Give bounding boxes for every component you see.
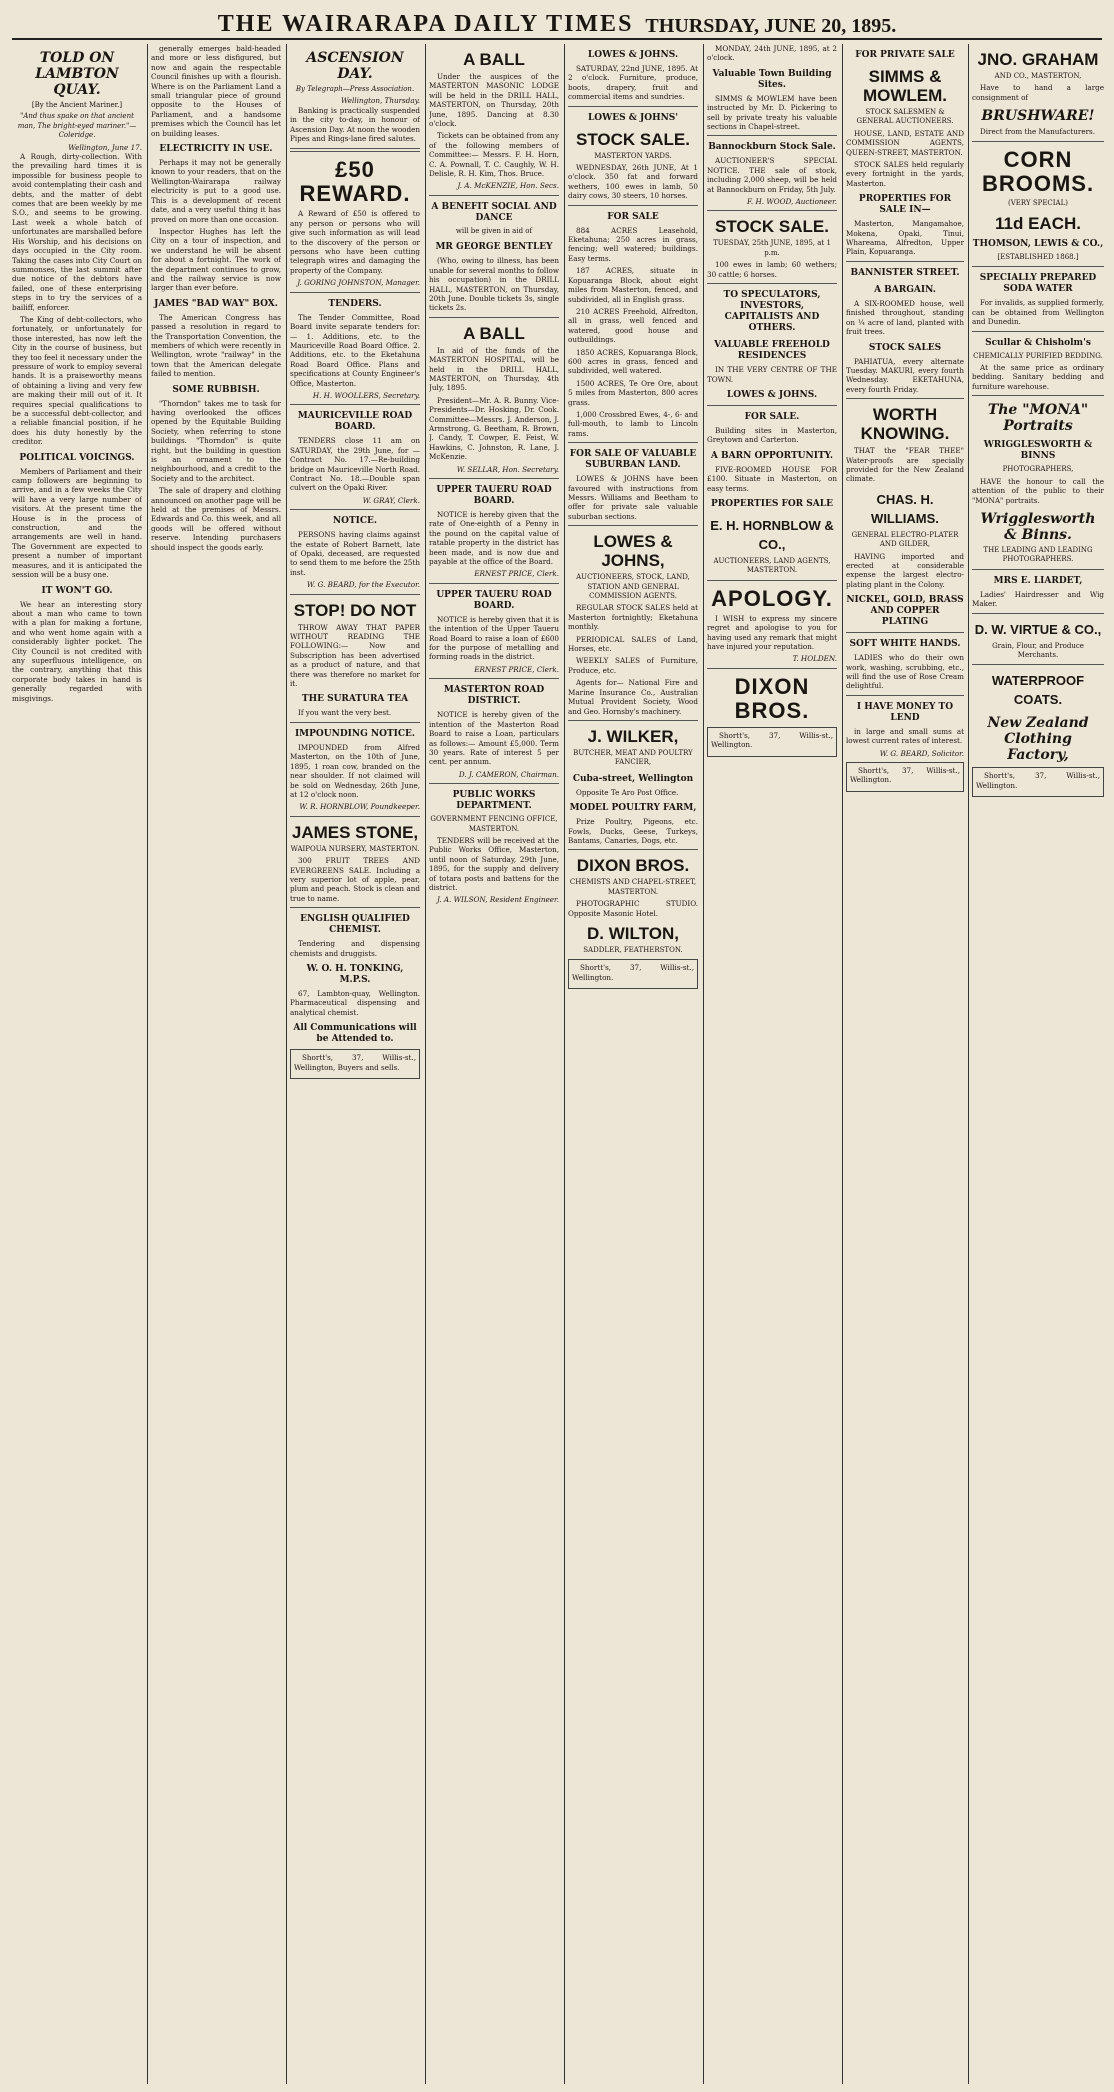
divider — [972, 331, 1104, 332]
ad-signature: J. A. McKENZIE, Hon. Secs. — [457, 181, 559, 191]
ad-subheading: Grain, Flour, and Produce Merchants. — [992, 641, 1084, 659]
dateline: Wellington, Thursday. — [340, 96, 420, 106]
newspaper-title: THE WAIRARAPA DAILY TIMES — [217, 11, 634, 37]
article-paragraph: We hear an interesting story about a man who came to town with a plan for making a fortune, and who went home again with a considerably lighter pocket. The City Council is not credited with any superfluous intelligence, on the contrary, anything that this corporate body takes in hand is generally regarded with misgivings. — [12, 599, 142, 703]
ad-text: TENDERS will be received at the Public Works Office, Masterton, until noon of Saturday, 29th June, 1895, for the supply and delivery of totara posts and battens for the district. — [429, 835, 559, 892]
article-paragraph: Perhaps it may not be generally known to your readers, that on the Wellington-Wairarapa railway electricity is put to a good use. This is a development of recent date, and a very useful thing it has proved on more than one occasion. — [151, 158, 281, 224]
ad-subheading: [ESTABLISHED 1868.] — [997, 253, 1079, 262]
dateline: Wellington, June 17. — [68, 142, 142, 152]
ad-subheading: THE LEADING AND LEADING PHOTOGRAPHERS. — [983, 545, 1093, 564]
ad-heading: 11d EACH. — [995, 214, 1081, 234]
ad-heading: WORTH KNOWING. — [860, 405, 950, 444]
ad-signature: J. A. WILSON, Resident Engineer. — [436, 895, 559, 905]
column-rule — [147, 44, 148, 2084]
divider — [846, 398, 964, 399]
section-heading: JAMES "BAD WAY" BOX. — [154, 298, 278, 309]
divider — [290, 292, 420, 293]
ad-signature: W. R. HORNBLOW, Poundkeeper. — [299, 802, 420, 812]
divider — [290, 509, 420, 510]
ad-heading: All Communications will be Attended to. — [293, 1023, 417, 1045]
column-rule — [286, 44, 287, 2084]
ad-text: I WISH to express my sincere regret and apologise to you for having used any remark that might have injured your reputation. — [707, 613, 837, 651]
divider — [707, 580, 837, 581]
article-paragraph: The King of debt-collectors, who fortunately, or unfortunately for those interested, has now left the City in the course of business, but they too feel it necessary under the pressure of work to employ several hands. It is a praiseworthy means of obtaining a living and very few are making their mill out of it. It requires special qualifications to be a successful debt-collector, and a reliable financial position, if he does his duty honestly by the creditor. — [12, 314, 142, 447]
ad-heading: ASCENSION DAY. — [306, 50, 404, 82]
ad-text: For invalids, as supplied formerly, can be obtained from Wellington and Dunedin. — [972, 298, 1104, 327]
ad-subheading: CHEMICALLY PURIFIED BEDDING. — [973, 351, 1103, 360]
ad-heading: Cuba-street, Wellington — [572, 773, 694, 784]
ad-heading: DIXON BROS. — [576, 856, 690, 876]
ad-signature: T. HOLDEN. — [792, 654, 837, 664]
ad-heading: THE SURATURA TEA — [301, 694, 409, 705]
divider — [972, 569, 1104, 570]
ad-subheading: STOCK SALESMEN & GENERAL AUCTIONEERS. — [856, 108, 954, 126]
masthead — [12, 6, 1102, 40]
column-7 — [846, 44, 964, 2084]
ad-heading: LOWES & JOHNS. — [726, 389, 818, 400]
ad-heading: New Zealand Clothing Factory, — [987, 715, 1089, 764]
ad-text: THROW AWAY THAT PAPER WITHOUT READING THE FOLLOWING:— Now and Subscription has been advertised as a product of nature, and that there was therefore no market for it. — [290, 622, 420, 689]
ad-subheading: WAIPOUA NURSERY, MASTERTON. — [290, 844, 420, 853]
column-6 — [707, 44, 837, 2084]
ad-heading: MRS E. LIARDET, — [993, 575, 1083, 586]
ad-heading: STOCK SALE. — [715, 217, 829, 237]
ad-subheading: will be given in aid of — [455, 226, 533, 235]
ad-heading: STOP! DO NOT — [293, 600, 417, 620]
ad-text: PERSONS having claims against the estate of Robert Barnett, late of Opaki, deceased, are requested to send them to me before the 25th inst. — [290, 530, 420, 577]
article-paragraph: Members of Parliament and their camp followers are beginning to arrive, and in a few weeks the City will have a very large number of visitors. At the present time the House is in the process of construction, and the arrangements are well in hand. The Government are expected to present a number of important measures, and it is anticipated the session will be a busy one. — [12, 466, 142, 580]
divider — [290, 816, 420, 817]
divider — [290, 722, 420, 723]
ad-heading: A BARGAIN. — [874, 284, 936, 295]
section-heading: ELECTRICITY IN USE. — [159, 144, 273, 155]
ad-text: Ladies' Hairdresser and Wig Maker. — [972, 589, 1104, 609]
ad-text: In aid of the funds of the MASTERTON HOSPITAL, will be held in the DRILL HALL, MASTERTON, on Thursday, 4th July, 1895. — [429, 345, 559, 393]
ad-heading: VALUABLE FREEHOLD RESIDENCES — [714, 340, 830, 362]
ad-signature: W. G. BEARD, Solicitor. — [879, 748, 964, 758]
ad-text: AUCTIONEER'S SPECIAL NOTICE. THE sale of stock, including 2,000 sheep, will be held at Bannockburn on Friday, 5th July. — [707, 156, 837, 194]
ad-text: Shortt's, 37, Willis-st., Wellington. — [711, 730, 833, 750]
ad-heading: NICKEL, GOLD, BRASS AND COPPER PLATING — [846, 595, 964, 628]
ad-text: FIVE-ROOMED HOUSE FOR £100. Situate in Masterton, on easy terms. — [707, 464, 837, 493]
ad-text: HAVE the honour to call the attention of the public to their "MONA" portraits. — [972, 476, 1104, 505]
ad-text: HOUSE, LAND, ESTATE AND COMMISSION AGENTS, QUEEN-STREET, MASTERTON. — [846, 128, 964, 157]
article-paragraph: The American Congress has passed a resolution in regard to the Transportation Convention, the members of which were recently in Wellington, wrote "railway" in the town that the American delegate failed to mention. — [151, 312, 281, 379]
ad-subheading: CHEMISTS AND CHAPEL-STREET, MASTERTON. — [569, 878, 697, 896]
ad-heading: PROPERTIES FOR SALE IN— — [858, 194, 952, 216]
ad-text: HAVING imported and erected at considerable expense the largest electro-plating plant in the Colony. — [846, 551, 964, 589]
ad-text: 1500 ACRES, Te Ore Ore, about 5 miles from Masterton, 800 acres grass. — [568, 378, 698, 407]
section-heading: POLITICAL VOICINGS. — [19, 452, 135, 463]
ad-heading: UPPER TAUERU ROAD BOARD. — [436, 589, 552, 611]
column-4 — [429, 44, 559, 2084]
article-paragraph: generally emerges bald-headed and more or less disfigured, but now and again the respectable Council finishes up with a flourish. Where is on the Parliament Land a small triangular piece of ground opposite to the Houses of Parliament, and a handsome premises which the Council has let on building leases. — [151, 44, 281, 138]
ad-text: Shortt's, 37, Willis-st., Wellington, Buyers and sells. — [294, 1053, 416, 1072]
article-paragraph: Inspector Hughes has left the City on a tour of inspection, and we understand he will be absent for about a fortnight. The work of the department continues to grow, and the railway service is now larger than ever before. — [151, 226, 281, 293]
ad-text: NOTICE is hereby given that the rate of One-eighth of a Penny in the pound on the capital value of ratable property in the district has been made, and is now due and payable at the office of the Board. — [429, 510, 559, 567]
ad-text: SIMMS & MOWLEM have been instructed by Mr. D. Pickering to sell by private treaty his valuable sections in Chapel-street. — [707, 93, 837, 132]
ad-signature: ERNEST PRICE, Clerk. — [474, 664, 559, 674]
ad-text: Shortt's, 37, Willis-st., Wellington. — [850, 766, 960, 785]
ad-heading: £50 REWARD. — [299, 157, 411, 207]
ad-heading: ENGLISH QUALIFIED CHEMIST. — [300, 914, 410, 936]
ad-heading: J. WILKER, — [587, 726, 679, 746]
ad-text: PHOTOGRAPHIC STUDIO. Opposite Masonic Hotel. — [568, 899, 698, 918]
column-rule — [425, 44, 426, 2084]
ad-subheading: SADDLER, FEATHERSTON. — [583, 945, 683, 954]
ad-text: Agents for— National Fire and Marine Insurance Co., Australian Mutual Provident Society, Wood and Geo. Hornsby's machinery. — [568, 678, 698, 716]
ad-text: President—Mr. A. R. Bunny. Vice-Presidents—Dr. Hosking, Dr. Cook. Committee—Messrs. J. Anderson, J. Armstrong, G. Beetham, R. Brown, J. Candy, T. Cowper, E. Feist, W. Hawkins, C. Johnston, R. Lane, J. McKenzie. — [429, 395, 559, 462]
ad-heading: PUBLIC WORKS DEPARTMENT. — [452, 790, 536, 812]
ad-heading: Wrigglesworth & Binns. — [980, 510, 1096, 543]
ad-heading: STOCK SALE. — [576, 129, 690, 149]
ad-heading: CHAS. H. WILLIAMS. — [871, 491, 939, 526]
divider — [972, 266, 1104, 267]
section-heading: IT WON'T GO. — [41, 585, 113, 596]
ad-text: REGULAR STOCK SALES held at Masterton fortnightly; Eketahuna monthly. — [568, 603, 698, 632]
divider — [707, 405, 837, 406]
column-rule — [703, 44, 704, 2084]
ad-heading: Bannockburn Stock Sale. — [708, 142, 836, 153]
divider — [707, 135, 837, 136]
ad-text: 210 ACRES Freehold, Alfredton, all in grass, well fenced and watered, good house and outbuildings. — [568, 306, 698, 345]
ad-text: 1850 ACRES, Kopuaranga Block, 600 acres in grass, fenced and subdivided, well watered. — [568, 347, 698, 376]
ad-heading: FOR SALE. — [744, 411, 800, 422]
divider — [429, 678, 559, 679]
ad-text: SATURDAY, 22nd JUNE, 1895. At 2 o'clock. Furniture, produce, boots, drapery, fruit and commercial items and sundries. — [568, 64, 698, 102]
divider — [429, 783, 559, 784]
ad-heading: MAURICEVILLE ROAD BOARD. — [297, 411, 413, 433]
divider — [568, 525, 698, 526]
column-8 — [972, 44, 1104, 2084]
issue-date: THURSDAY, JUNE 20, 1895. — [645, 15, 897, 37]
ad-text: WEDNESDAY, 26th JUNE, At 1 o'clock. 350 fat and forward wethers, 100 ewes in lamb, 50 dairy cows, 30 steers, 10 horses. — [568, 163, 698, 201]
divider — [846, 695, 964, 696]
ad-heading: JNO. GRAHAM — [977, 50, 1099, 69]
divider — [290, 148, 420, 152]
ad-heading: E. H. HORNBLOW & CO., — [710, 517, 834, 552]
ad-heading: NOTICE. — [332, 516, 378, 527]
divider — [972, 141, 1104, 142]
ad-heading: FOR PRIVATE SALE — [855, 50, 955, 60]
divider — [429, 317, 559, 318]
ad-text: The Tender Committee, Road Board invite separate tenders for:— 1. Additions, etc. to the Mauriceville Road Board Office. 2. Additions, etc. to the Eketahuna Road Board Office. Plans and specifications at County Engineer's Office, Masterton. — [290, 312, 420, 388]
article-paragraph: The sale of drapery and clothing announced on another page will be held at the premises of Messrs. Edwards and Co. this week, and all goods will be offered without reserve. Intending purchasers should inspect the goods early. — [151, 486, 281, 552]
ad-heading: Scullar & Chisholm's — [985, 337, 1091, 348]
ad-subheading: BUTCHER, MEAT AND POULTRY FANCIER, — [573, 748, 693, 767]
ad-text: in large and small sums at lowest current rates of interest. — [846, 726, 964, 746]
ad-text: A SIX-ROOMED house, well finished throughout, standing on ¼ acre of land, planted with fruit trees. — [846, 298, 964, 337]
divider — [568, 106, 698, 107]
divider — [972, 395, 1104, 396]
ad-text: 100 ewes in lamb; 60 wethers; 30 cattle; 6 horses. — [707, 260, 837, 279]
divider — [846, 261, 964, 262]
ad-text: WEEKLY SALES of Furniture, Produce, etc. — [568, 656, 698, 675]
column-rule — [564, 44, 565, 2084]
ad-heading: WRIGGLESWORTH & BINNS — [983, 440, 1093, 462]
ad-heading: SIMMS & MOWLEM. — [862, 67, 948, 105]
column-rule — [968, 44, 969, 2084]
ad-text: Opposite Te Aro Post Office. — [576, 787, 679, 797]
ad-text: Building sites in Masterton, Greytown and Carterton. — [707, 425, 837, 445]
ad-text: 884 ACRES Leasehold, Eketahuna; 250 acres in grass, fencing; well watered; buildings. Easy terms. — [568, 225, 698, 263]
ad-text: Have to hand a large consignment of — [972, 83, 1104, 102]
ad-heading: D. W. VIRTUE & CO., — [974, 621, 1102, 637]
ad-text: 1,000 Crossbred Ewes, 4-, 6- and full-mouth, to lamb to Lincoln rams. — [568, 409, 698, 438]
ad-heading: FOR SALE — [607, 211, 659, 222]
ad-signature: F. H. WOOD, Auctioneer. — [747, 197, 837, 207]
article-heading: TOLD ON LAMBTON QUAY. — [35, 50, 119, 98]
article-paragraph: "Thorndon" takes me to task for having overlooked the offices opened by the Equitable Building Society, when referring to stone buildings. "Thorndon" is quite right, but the building in question is an ornament to the neighbourhood, and a credit to the Society and to the architect. — [151, 398, 281, 483]
ad-heading: Valuable Town Building Sites. — [712, 68, 832, 90]
ad-text: Tickets can be obtained from any of the following members of Committee:— Messrs. F. H. Horn, C. A. Pownall, T. C. Caughly, W. H. Delisle, R. H. Kim, Thos. Bruce. — [429, 131, 559, 179]
ad-heading: LOWES & JOHNS' — [587, 112, 679, 123]
ad-heading: IMPOUNDING NOTICE. — [294, 728, 416, 739]
ad-heading: A BALL — [463, 323, 525, 343]
column-3 — [290, 44, 420, 2084]
ad-text: IN THE VERY CENTRE OF THE TOWN. — [707, 365, 837, 384]
ad-text: Shortt's, 37, Willis-st., Wellington. — [976, 771, 1100, 790]
ad-heading: THOMSON, LEWIS & CO., — [972, 239, 1104, 250]
divider — [707, 210, 837, 211]
ad-heading: W. O. H. TONKING, M.P.S. — [306, 963, 404, 985]
ad-text: PERIODICAL SALES of Land, Horses, etc. — [568, 634, 698, 654]
ad-text: 187 ACRES, situate in Kopuaranga Block, about eight miles from Masterton, fenced, and subdivided, all in English grass. — [568, 266, 698, 304]
ad-heading: FOR SALE OF VALUABLE SUBURBAN LAND. — [569, 449, 697, 471]
ad-text: MONDAY, 24th JUNE, 1895, at 2 o'clock. — [707, 44, 837, 63]
ad-text: Banking is practically suspended in the city to-day, in honour of Ascension Day. At noon the wooden Pipes and Rings-lane fired salutes. — [290, 105, 420, 144]
ad-box — [846, 762, 964, 792]
ad-text: At the same price as ordinary bedding. Sanitary bedding and furniture warehouse. — [972, 363, 1104, 391]
ad-signature: D. J. CAMERON, Chairman. — [458, 769, 559, 779]
ad-subheading: TUESDAY, 25th JUNE, 1895, at 1 p.m. — [713, 239, 831, 257]
article-paragraph: A Rough, dirty-collection. With the prevailing hard times it is impossible for business people to avoid contemplating their cash and debts, and the matter of debt comes that are been weekly by me S.O., and seems to be growing. Last week a whole batch of unfortunates are marshalled before His Worship, and his decisions on days occupied in the City room. Taking the cases into City Court on summonses, the last summit after due notice of the debtors have failed, one of these enterprising steps in to try the services of a bailiff, enforcer. — [12, 152, 142, 312]
ad-heading: A BARN OPPORTUNITY. — [710, 450, 834, 461]
ad-signature: W. GRAY, Clerk. — [362, 495, 420, 505]
ad-heading: LOWES & JOHNS, — [593, 532, 673, 571]
ad-subheading: AUCTIONEERS, STOCK, LAND, STATION AND GENERAL COMMISSION AGENTS. — [576, 573, 690, 601]
ad-text: Shortt's, 37, Willis-st., Wellington. — [572, 963, 694, 982]
ad-text: LOWES & JOHNS have been favoured with instructions from Messrs. Williams and Beetham to offer for private sale valuable suburban sections. — [568, 474, 698, 521]
ad-text: If you want the very best. — [298, 708, 392, 718]
ad-signature: ERNEST PRICE, Clerk. — [474, 569, 559, 579]
ad-text: (Who, owing to illness, has been unable for several months to follow his occupation) in the DRILL HALL, MASTERTON, on Thursday, 20th June. Double tickets 3s, single tickets 2s. — [429, 256, 559, 313]
ad-heading: MR GEORGE BENTLEY — [435, 242, 553, 253]
divider — [568, 205, 698, 206]
divider — [707, 283, 837, 284]
ad-heading: DIXON BROS. — [734, 673, 810, 723]
ad-box — [568, 959, 698, 989]
ad-subheading: (VERY SPECIAL) — [1008, 198, 1068, 207]
divider — [429, 478, 559, 479]
ad-heading: TENDERS. — [328, 298, 382, 309]
ad-text: 67, Lambton-quay, Wellington. Pharmaceutical dispensing and analytical chemist. — [290, 988, 420, 1017]
ad-text: PAHIATUA, every alternate Tuesday. MAKURI, every fourth Wednesday. EKETAHUNA, every fourth Friday. — [846, 356, 964, 394]
ad-text: THAT the "FEAR THEE" Water-proofs are specially provided for the New Zealand climate. — [846, 446, 964, 484]
ad-text: Masterton, Mangamahoe, Mokena, Opaki, Tinui, Whareama, Alfredton, Upper Plain, Kopuaranga. — [846, 219, 964, 257]
epigraph: "And thus spake on that ancient man, The bright-eyed mariner."—Coleridge. — [17, 112, 137, 140]
ad-heading: STOCK SALES — [868, 342, 942, 353]
ad-subheading: AND CO., MASTERTON, — [994, 72, 1082, 80]
ad-signature: W. G. BEARD, for the Executor. — [306, 580, 420, 590]
divider — [290, 907, 420, 908]
ad-text: NOTICE is hereby given of the intention of the Masterton Road Board to raise a Loan, particulars as follows:— Amount £5,000. Term 30 years. Rate of interest 5 per cent. per annum. — [429, 710, 559, 767]
ad-text: Under the auspices of the MASTERTON MASONIC LODGE will be held in the DRILL HALL, MASTERTON, on Thursday, 20th June, 1895. Dancing at 8.30 o'clock. — [429, 72, 559, 129]
divider — [972, 613, 1104, 614]
ad-text: A Reward of £50 is offered to any person or persons who will give such information as will lead to the discovery of the person or persons who have been cutting telegraph wires and damaging the property of the Company. — [290, 209, 420, 275]
ad-subheading: AUCTIONEERS, LAND AGENTS, MASTERTON. — [713, 556, 831, 575]
divider — [846, 632, 964, 633]
ad-box — [290, 1049, 420, 1079]
ad-subheading: GOVERNMENT FENCING OFFICE, MASTERTON. — [430, 815, 558, 833]
ad-heading: MASTERTON ROAD DISTRICT. — [443, 685, 545, 707]
ad-heading: MODEL POULTRY FARM, — [569, 803, 697, 814]
ad-heading: SPECIALLY PREPARED SODA WATER — [979, 273, 1097, 295]
ad-heading: BANNISTER STREET. — [850, 267, 960, 278]
divider — [707, 668, 837, 669]
column-5 — [568, 44, 698, 2084]
ad-signature: J. GORING JOHNSTON, Manager. — [297, 278, 420, 288]
ad-text: Tendering and dispensing chemists and druggists. — [290, 939, 420, 958]
ad-text: TENDERS close 11 am on SATURDAY, the 29th June, for — Contract No. 17.—Re-building bridge on Mauriceville North Road. Contract No. 18.—Double span culvert on the Opaki River. — [290, 436, 420, 493]
column-rule — [842, 44, 843, 2084]
divider — [972, 664, 1104, 665]
column-1 — [12, 44, 142, 2084]
divider — [429, 583, 559, 584]
ad-heading: A BENEFIT SOCIAL AND DANCE — [431, 201, 557, 223]
ad-text: 300 FRUIT TREES AND EVERGREENS SALE. Including a very superior lot of apple, pear, plum and peach. Stock is clean and true to name. — [290, 856, 420, 903]
ad-heading: JAMES STONE, — [291, 822, 419, 842]
divider — [568, 849, 698, 850]
ad-signature: W. SELLAR, Hon. Secretary. — [456, 464, 559, 474]
ad-heading: WATERPROOF COATS. — [991, 673, 1085, 708]
ad-text: NOTICE is hereby given that it is the intention of the Upper Taueru Road Board to raise a loan of £600 for the purpose of metalling and forming roads in the district. — [429, 614, 559, 662]
ad-subheading: By Telegraph—Press Association. — [295, 85, 415, 93]
ad-heading: APOLOGY. — [711, 585, 833, 611]
ad-box — [972, 767, 1104, 797]
ad-subheading: MASTERTON YARDS. — [594, 151, 672, 160]
ad-heading: D. WILTON, — [587, 923, 679, 943]
ad-text: LADIES who do their own work, washing, scrubbing, etc., will find the use of Rose Cream delightful. — [846, 653, 964, 691]
ad-signature: H. H. WOOLLERS, Secretary. — [312, 390, 420, 400]
divider — [290, 404, 420, 405]
ad-heading: CORN BROOMS. — [981, 146, 1095, 196]
ad-subheading: GENERAL ELECTRO-PLATER AND GILDER, — [851, 530, 959, 549]
byline: [By the Ancient Mariner.] — [31, 101, 123, 109]
ad-text: Direct from the Manufacturers. — [980, 127, 1096, 137]
ad-heading: UPPER TAUERU ROAD BOARD. — [436, 485, 552, 506]
section-heading: SOME RUBBISH. — [172, 384, 260, 395]
column-2 — [151, 44, 281, 2084]
ad-heading: The "MONA" Portraits — [987, 402, 1089, 435]
ad-heading: SOFT WHITE HANDS. — [849, 639, 961, 650]
ad-heading: LOWES & JOHNS. — [587, 50, 679, 60]
ad-heading: TO SPECULATORS, INVESTORS, CAPITALISTS AND OTHERS. — [723, 290, 821, 334]
ad-subheading: PHOTOGRAPHERS, — [1002, 465, 1074, 474]
divider — [568, 720, 698, 721]
ad-box — [707, 727, 837, 757]
ad-text: STOCK SALES held regularly every fortnight in the yards, Masterton. — [846, 160, 964, 188]
ad-text: IMPOUNDED from Alfred Masterton, on the 10th of June, 1895, 1 roan cow, branded on the near shoulder. If not claimed will be sold on Wednesday, 26th June, at 12 o'clock noon. — [290, 742, 420, 799]
divider — [290, 594, 420, 595]
divider — [568, 442, 698, 443]
ad-heading: BRUSHWARE! — [981, 108, 1095, 125]
ad-heading: PROPERTIES FOR SALE — [711, 498, 833, 509]
ad-heading: A BALL — [463, 50, 525, 69]
ad-text: Prize Poultry, Pigeons, etc. Fowls, Ducks, Geese, Turkeys, Bantams, Canaries, Dogs, etc. — [568, 817, 698, 845]
ad-heading: I HAVE MONEY TO LEND — [856, 701, 954, 723]
divider — [429, 195, 559, 196]
